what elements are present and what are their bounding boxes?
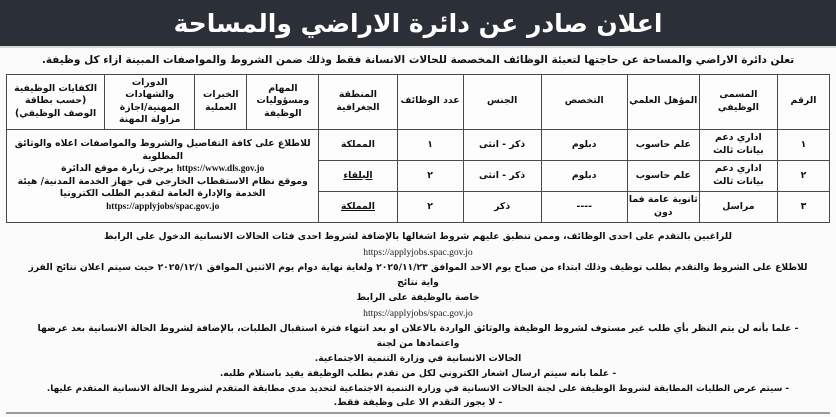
cell-specialization: دبلوم bbox=[541, 160, 627, 191]
col-header-qualification: المؤهل العلمي bbox=[627, 74, 699, 129]
cell-vacancy-count: ٢ bbox=[397, 191, 463, 222]
header-banner bbox=[0, 0, 836, 48]
cell-requirements-merged bbox=[7, 129, 319, 222]
note-line-6: - علما بانه سيتم ارسال اشعار الكتروني لكل من تقدم بطلب الوظيفة يفيد باستلام طلبه. bbox=[219, 367, 617, 379]
col-header-courses: الدورات والشهادات المهنية/اجازة مزاولة المهنة bbox=[105, 74, 195, 129]
col-header-competencies: الكفايات الوظيفية (حسب بطاقة الوصف الوظيفي) bbox=[7, 74, 105, 129]
cell-qualification: ثانوية عامة فما دون bbox=[627, 191, 699, 222]
col-header-experience: الخبرات العملية bbox=[195, 74, 247, 129]
col-header-vacancy-count: عدد الوظائف bbox=[397, 74, 463, 129]
cell-number: ٣ bbox=[777, 191, 829, 222]
applyjobs-url-2[interactable]: https://applyjobs/spac.gov.jo bbox=[363, 307, 473, 319]
cell-number: ٢ bbox=[777, 160, 829, 191]
col-header-tasks: المهام ومسؤوليات الوظيفة bbox=[247, 74, 319, 129]
requirements-line-3: وموقع نظام الاستقطاب الخارجي في جهاز الخدمة المدنية/ هيئة الخدمة والإدارة العامة لتقديم الطلب الكترونيا bbox=[17, 175, 308, 200]
cell-gender: ذكر - انثى bbox=[463, 160, 541, 191]
cell-region: المملكة bbox=[319, 191, 397, 222]
page-title: اعلان صادر عن دائرة الاراضي والمساحة bbox=[173, 8, 663, 38]
cell-vacancy-count: ١ bbox=[397, 129, 463, 160]
intro-paragraph: تعلن دائرة الاراضي والمساحة عن حاجتها لتعبئة الوظائف المخصصة للحالات الانسانة فقط وذلك ضمن الشروط والمواصفات المبينة ازاء كل وظيفة. bbox=[41, 54, 795, 66]
note-line-7: - سيتم عرض الطلبات المطابقة لشروط الوظيفة على لجنة الحالات الانسانية في وزارة التنمية الاجتماعية لتحديد مدى مطابقة المتقدم لشروط الحالة الانسانية المتقدم عليها. bbox=[46, 383, 790, 394]
col-header-region: المنطقة الجغرافية bbox=[319, 74, 397, 129]
cell-specialization: ---- bbox=[541, 191, 627, 222]
cell-region: المملكة bbox=[319, 129, 397, 160]
cell-job-title: مراسل bbox=[699, 191, 777, 222]
table-header-row bbox=[7, 74, 830, 129]
cell-gender: ذكر - انثى bbox=[463, 129, 541, 160]
cell-number: ١ bbox=[777, 129, 829, 160]
note-line-2: للاطلاع على الشروط والتقدم بطلب توظيف وذلك ابتداء من صباح يوم الاحد الموافق ٢٠٢٥/١١/٢٣ ولغاية نهاية دوام يوم الاثنين الموافق ٢٠٢٥/١٢/١ حيث سيتم اعلان نتائج الفرز واية نتائج bbox=[28, 262, 808, 288]
note-line-1: للراغبين بالتقدم على احدى الوظائف، وممن تنطبق عليهم شروط اشغالها بالإضافة لشروط احدى فئات الحالات الانسانية الدخول على الرابط bbox=[104, 230, 732, 242]
note-line-4: - علما بأنه لن يتم النظر بأي طلب غير مستوف لشروط الوظيفة والوثائق الواردة بالاعلان او بعد انتهاء فترة استقبال الطلبات، بالإضافة لشروط الحالة الانسانية بعد عرضها واعتمادها من لجنة bbox=[37, 323, 799, 349]
note-line-5: الحالات الانسانية في وزارة التنمية الاجتماعية. bbox=[314, 352, 522, 364]
applyjobs-url-1[interactable]: https://applyjobs.spac.gov.jo bbox=[363, 246, 473, 258]
cell-job-title: اداري دعم بيانات ثالث bbox=[699, 129, 777, 160]
jobs-table bbox=[6, 74, 830, 223]
col-header-gender: الجنس bbox=[463, 74, 541, 129]
table-row bbox=[7, 129, 830, 160]
note-line-8: - لا يجوز التقدم الا على وظيفة فقط. bbox=[333, 396, 503, 408]
cell-vacancy-count: ٢ bbox=[397, 160, 463, 191]
footer-notes bbox=[0, 223, 836, 411]
col-header-number: الرقم bbox=[777, 74, 829, 129]
cell-specialization: دبلوم bbox=[541, 129, 627, 160]
cell-qualification: علم حاسوب bbox=[627, 160, 699, 191]
requirements-line-2 bbox=[8, 163, 317, 176]
applyjobs-url-table[interactable]: https://applyjobs/spac.gov.jo bbox=[106, 201, 220, 212]
requirements-visit-label: يرجى زيارة موقع الدائرة bbox=[61, 163, 174, 175]
jobs-table-container bbox=[0, 72, 836, 223]
bottom-divider bbox=[6, 412, 830, 414]
cell-gender: ذكر bbox=[463, 191, 541, 222]
col-header-specialization: التخصص bbox=[541, 74, 627, 129]
requirements-line-1: للاطلاع على كافة التفاصيل والشروط والمواصفات اعلاه والوثائق المطلوبة bbox=[14, 138, 311, 162]
dls-website-url[interactable]: https://www.dls.gov.jo bbox=[176, 164, 265, 175]
cell-qualification: علم حاسوب bbox=[627, 129, 699, 160]
cell-job-title: اداري دعم بيانات ثالث bbox=[699, 160, 777, 191]
col-header-job-title: المسمى الوظيفي bbox=[699, 74, 777, 129]
cell-region: البلقاء bbox=[319, 160, 397, 191]
note-line-3: خاصة بالوظيفة على الرابط bbox=[356, 291, 480, 303]
